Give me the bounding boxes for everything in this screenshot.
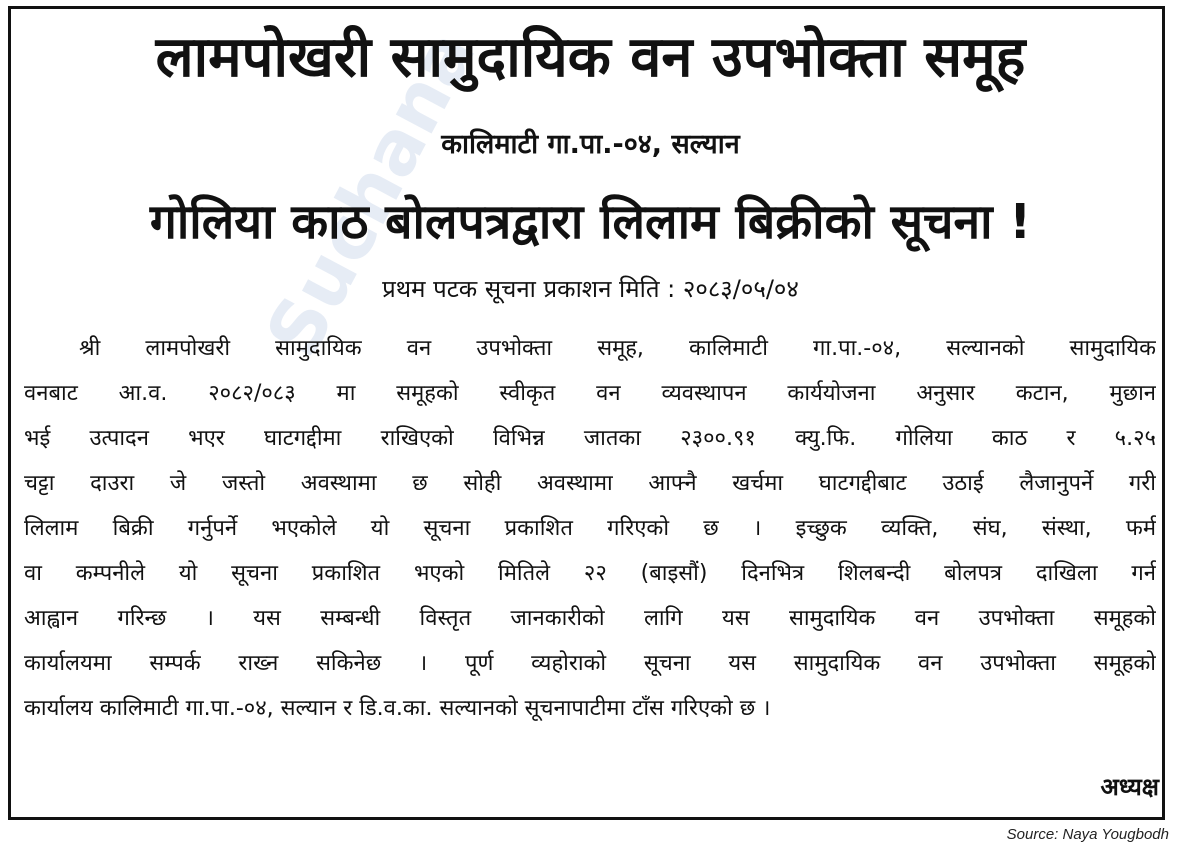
- body-line: वा कम्पनीले यो सूचना प्रकाशित भएको मितिले २२ (बाइसौं) दिनभित्र शिलबन्दी बोलपत्र दाखिला गर्न: [24, 561, 1156, 586]
- body-line: चट्टा दाउरा जे जस्तो अवस्थामा छ सोही अवस्थामा आफ्नै खर्चमा घाटगद्दीबाट उठाई लैजानुपर्ने गरी: [24, 471, 1156, 496]
- watermark-text: Suchana: [250, 16, 493, 371]
- organization-title: लामपोखरी सामुदायिक वन उपभोक्ता समूह: [155, 25, 1026, 90]
- organization-address: कालिमाटी गा.पा.-०४, सल्यान: [441, 129, 740, 160]
- body-line: वनबाट आ.व. २०८२/०८३ मा समूहको स्वीकृत वन व्यवस्थापन कार्ययोजना अनुसार कटान, मुछान: [24, 381, 1156, 406]
- publication-date: प्रथम पटक सूचना प्रकाशन मिति : २०८३/०५/०४: [382, 275, 799, 303]
- body-line: कार्यालयमा सम्पर्क राख्न सकिनेछ । पूर्ण व्यहोराको सूचना यस सामुदायिक वन उपभोक्ता समूहको: [24, 651, 1156, 676]
- body-line: लिलाम बिक्री गर्नुपर्ने भएकोले यो सूचना प्रकाशित गरिएको छ । इच्छुक व्यक्ति, संघ, संस्था, फर्म: [24, 516, 1156, 541]
- notice-body: [24, 326, 1156, 731]
- notice-headline: गोलिया काठ बोलपत्रद्वारा लिलाम बिक्रीको सूचना !: [149, 194, 1032, 250]
- body-line: भई उत्पादन भएर घाटगद्दीमा राखिएको विभिन्न जातका २३००.९१ क्यु.फि. गोलिया काठ र ५.२५: [24, 426, 1156, 451]
- body-line: कार्यालय कालिमाटी गा.पा.-०४, सल्यान र डि.व.का. सल्यानको सूचनापाटीमा टाँस गरिएको छ ।: [24, 696, 771, 721]
- source-credit: Source: Naya Yougbodh: [1006, 826, 1169, 843]
- signature-title: अध्यक्ष: [1100, 773, 1159, 801]
- body-line: आह्वान गरिन्छ । यस सम्बन्धी विस्तृत जानकारीको लागि यस सामुदायिक वन उपभोक्ता समूहको: [24, 606, 1156, 631]
- body-line: श्री लामपोखरी सामुदायिक वन उपभोक्ता समूह, कालिमाटी गा.पा.-०४, सल्यानको सामुदायिक: [79, 336, 1156, 361]
